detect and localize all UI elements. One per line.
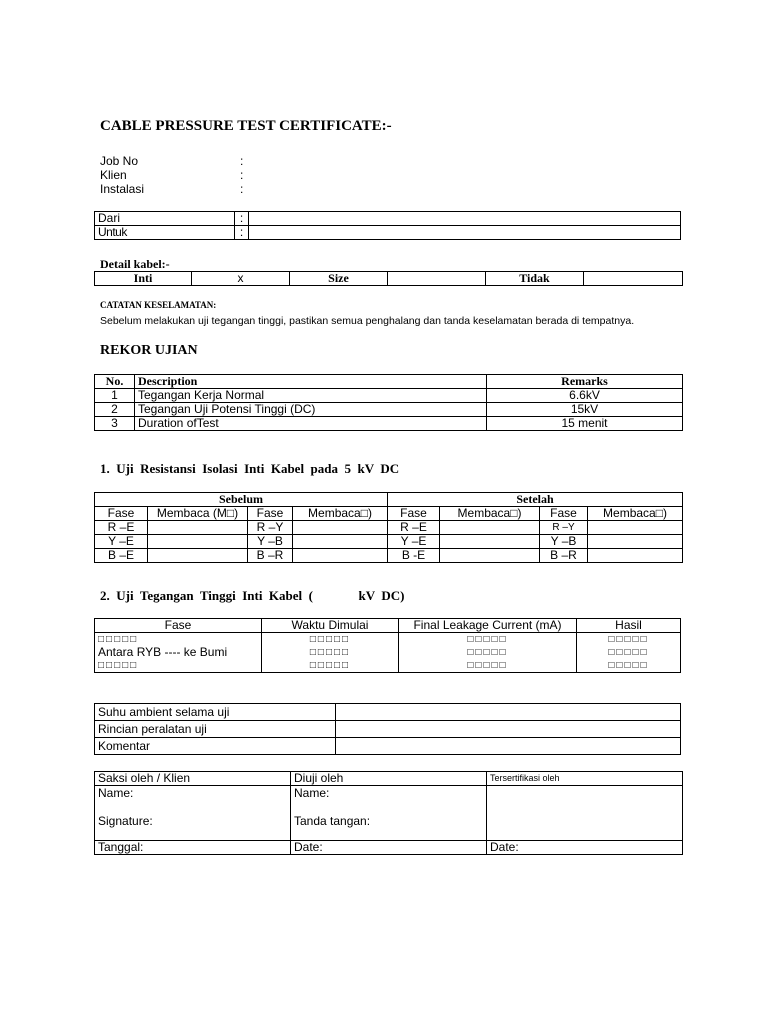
client-label: Klien (100, 168, 127, 182)
dari-label: Dari (95, 212, 235, 226)
phase-cell: B -E (388, 549, 440, 563)
witness-header: Saksi oleh / Klien (95, 772, 291, 786)
hasil-cell (577, 633, 681, 673)
row-no: 2 (95, 403, 135, 417)
equipment-label: Rincian peralatan uji (95, 721, 336, 738)
record-heading: REKOR UJIAN (100, 343, 198, 358)
no-header: No. (95, 375, 135, 389)
placeholder-boxes: □□□□□ (309, 647, 351, 658)
row-desc: Tegangan Uji Potensi Tinggi (DC) (135, 403, 487, 417)
reading-cell (588, 521, 683, 535)
table-row (95, 549, 683, 563)
size-value (388, 272, 486, 286)
table-row (95, 417, 683, 431)
date-label: Tanggal: (95, 841, 291, 855)
certified-by-header: Tersertifikasi oleh (487, 772, 683, 786)
cable-table (94, 271, 683, 286)
reading-cell (440, 521, 540, 535)
fase-header: Fase (95, 619, 262, 633)
placeholder-boxes: □□□□□ (467, 634, 508, 645)
date-label: Date: (291, 841, 487, 855)
hasil-header: Hasil (577, 619, 681, 633)
antara-label: Antara RYB ---- ke Bumi (98, 645, 228, 659)
waktu-cell (262, 633, 399, 673)
colon: : (240, 182, 244, 196)
row-remarks: 15kV (487, 403, 683, 417)
document-title: CABLE PRESSURE TEST CERTIFICATE:- (100, 118, 392, 134)
reading-cell (440, 549, 540, 563)
fase-header: Fase (388, 507, 440, 521)
record-table (94, 374, 683, 431)
tested-by-cell (291, 786, 487, 841)
table-row (95, 403, 683, 417)
row-remarks: 15 menit (487, 417, 683, 431)
job-no-label: Job No (100, 154, 139, 168)
table-row (95, 389, 683, 403)
sebelum-header: Sebelum (95, 493, 388, 507)
membaca-header: Membaca□) (440, 507, 540, 521)
cable-heading: Detail kabel:- (100, 257, 170, 271)
ambient-label: Suhu ambient selama uji (95, 704, 336, 721)
safety-text: Sebelum melakukan uji tegangan tinggi, pastikan semua penghalang dan tanda keselamatan berada di tempatnya. (100, 315, 635, 327)
tidak-header: Tidak (486, 272, 584, 286)
row-no: 3 (95, 417, 135, 431)
certified-cell (487, 786, 683, 841)
remarks-header: Remarks (487, 375, 683, 389)
signature-label: Signature: (98, 814, 153, 828)
untuk-value (249, 226, 681, 240)
waktu-header: Waktu Dimulai (262, 619, 399, 633)
date-label: Date: (487, 841, 683, 855)
fase-header: Fase (95, 507, 148, 521)
comment-value (336, 738, 681, 755)
phase-cell (95, 633, 262, 673)
colon: : (235, 212, 249, 226)
reading-cell (148, 521, 248, 535)
reading-cell (588, 549, 683, 563)
job-info (100, 154, 244, 196)
section1-heading: 1. Uji Resistansi Isolasi Inti Kabel pada 5 kV DC (100, 461, 400, 476)
fase-header: Fase (248, 507, 293, 521)
row-remarks: 6.6kV (487, 389, 683, 403)
setelah-header: Setelah (388, 493, 683, 507)
name-label: Name: (98, 786, 134, 800)
signoff-table (94, 771, 683, 855)
placeholder-boxes: □□□□□ (309, 634, 351, 645)
placeholder-boxes: □□□□□ (608, 647, 649, 658)
placeholder-boxes: □□□□□ (467, 647, 508, 658)
placeholder-boxes: □□□□□ (98, 634, 139, 645)
section2-heading: 2. Uji Tegangan Tinggi Inti Kabel ( kV DC) (100, 588, 405, 603)
tested-by-header: Diuji oleh (291, 772, 487, 786)
phase-cell: B –R (248, 549, 293, 563)
reading-cell (293, 535, 388, 549)
untuk-label: Untuk (95, 226, 235, 240)
leakage-header: Final Leakage Current (mA) (399, 619, 577, 633)
phase-cell: Y –E (388, 535, 440, 549)
table-row (95, 521, 683, 535)
reading-cell (293, 521, 388, 535)
misc-table (94, 703, 681, 755)
insulation-table (94, 492, 683, 563)
reading-cell (293, 549, 388, 563)
placeholder-boxes: □□□□□ (608, 634, 649, 645)
placeholder-boxes: □□□□□ (467, 660, 508, 671)
equipment-value (336, 721, 681, 738)
phase-cell: Y –B (248, 535, 293, 549)
reading-cell (148, 549, 248, 563)
safety-heading: CATATAN KESELAMATAN: (100, 300, 217, 310)
phase-cell: B –R (540, 549, 588, 563)
placeholder-boxes: □□□□□ (608, 660, 649, 671)
membaca-header: Membaca (M□) (148, 507, 248, 521)
table-row (95, 535, 683, 549)
x-cell: x (192, 272, 290, 286)
phase-cell: Y –E (95, 535, 148, 549)
route-table (94, 211, 681, 240)
row-desc: Tegangan Kerja Normal (135, 389, 487, 403)
phase-cell: R –E (388, 521, 440, 535)
row-no: 1 (95, 389, 135, 403)
fase-header: Fase (540, 507, 588, 521)
description-header: Description (135, 375, 487, 389)
colon: : (240, 154, 244, 168)
phase-cell: R –E (95, 521, 148, 535)
phase-cell: Y –B (540, 535, 588, 549)
hv-test-table (94, 618, 681, 673)
tidak-value (584, 272, 683, 286)
membaca-header: Membaca□) (588, 507, 683, 521)
colon: : (240, 168, 244, 182)
row-desc: Duration ofTest (135, 417, 487, 431)
placeholder-boxes: □□□□□ (98, 660, 139, 671)
reading-cell (440, 535, 540, 549)
phase-cell: R –Y (540, 521, 588, 535)
name-label: Name: (294, 786, 330, 800)
reading-cell (148, 535, 248, 549)
dari-value (249, 212, 681, 226)
colon: : (235, 226, 249, 240)
phase-cell: R –Y (248, 521, 293, 535)
phase-cell: B –E (95, 549, 148, 563)
witness-cell (95, 786, 291, 841)
leakage-cell (399, 633, 577, 673)
reading-cell (588, 535, 683, 549)
placeholder-boxes: □□□□□ (309, 660, 351, 671)
membaca-header: Membaca□) (293, 507, 388, 521)
ambient-value (336, 704, 681, 721)
comment-label: Komentar (95, 738, 336, 755)
signature-label: Tanda tangan: (294, 814, 371, 828)
inti-header: Inti (95, 272, 192, 286)
installation-label: Instalasi (100, 182, 145, 196)
size-header: Size (290, 272, 388, 286)
